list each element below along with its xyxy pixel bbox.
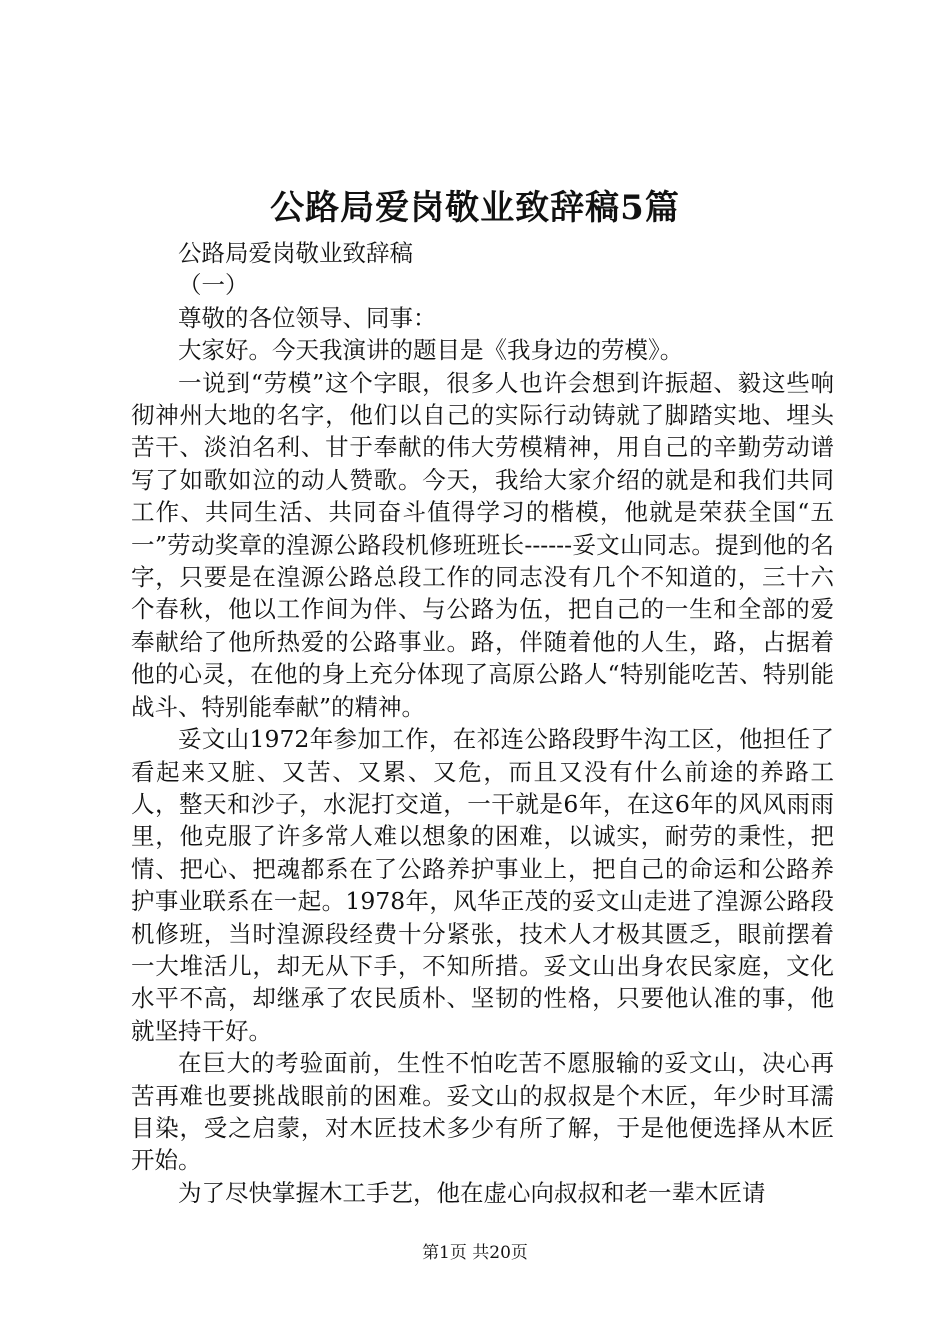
paragraph-body: 一说到“劳模”这个字眼，很多人也许会想到许振超、毅这些响彻神州大地的名字，他们以自己的实际行动铸就了脚踏实地、埋头苦干、淡泊名利、甘于奉献的伟大劳模精神，用自己的辛勤劳动谱写了如歌如泣的动人赞歌。今天，我给大家介绍的就是和我们共同工作、共同生活、共同奋斗值得学习的楷模，他就是荣获全国“五一”劳动奖章的湟源公路段机修班班长------妥文山同志。提到他的名字，只要是在湟源公路总段工作的同志没有几个不知道的，三十六个春秋，他以工作间为伴、与公路为伍，把自己的一生和全部的爱奉献给了他所热爱的公路事业。路，伴随着他的人生，路，占据着他的心灵，在他的身上充分体现了高原公路人“特别能吃苦、特别能战斗、特别能奉献”的精神。	[131, 368, 834, 721]
paragraph-body: 妥文山1972年参加工作，在祁连公路段野牛沟工区，他担任了看起来又脏、又苦、又累、又危，而且又没有什么前途的养路工人，整天和沙子，水泥打交道，一干就是6年，在这6年的风风雨雨里，他克服了许多常人难以想象的困难，以诚实，耐劳的秉性，把情、把心、把魂都系在了公路养护事业上，把自己的命运和公路养护事业联系在一起。1978年，风华正茂的妥文山走进了湟源公路段机修班，当时湟源段经费十分紧张，技术人才极其匮乏，眼前摆着一大堆活儿，却无从下手，不知所措。妥文山出身农民家庭，文化水平不高，却继承了农民质朴、坚韧的性格，只要他认准的事，他就坚持干好。	[131, 725, 834, 1045]
paragraph-body: 为了尽快掌握木工手艺，他在虚心向叔叔和老一辈木匠请	[178, 1178, 766, 1207]
paragraph-body: 在巨大的考验面前，生性不怕吃苦不愿服输的妥文山，决心再苦再难也要挑战眼前的困难。妥文山的叔叔是个木匠，年少时耳濡目染，受之启蒙，对木匠技术多少有所了解，于是他便选择从木匠开始。	[131, 1049, 834, 1175]
page-number-footer: 第1页 共20页	[422, 1243, 528, 1263]
document-title: 公路局爱岗敬业致辞稿5篇	[270, 188, 680, 228]
paragraph-section-number: （一）	[178, 271, 249, 300]
paragraph-subtitle: 公路局爱岗敬业致辞稿	[178, 239, 413, 267]
paragraph-greeting: 大家好。今天我演讲的题目是《我身边的劳模》。	[178, 336, 684, 365]
document-body	[131, 237, 834, 1209]
paragraph-salutation: 尊敬的各位领导、同事：	[178, 303, 437, 332]
